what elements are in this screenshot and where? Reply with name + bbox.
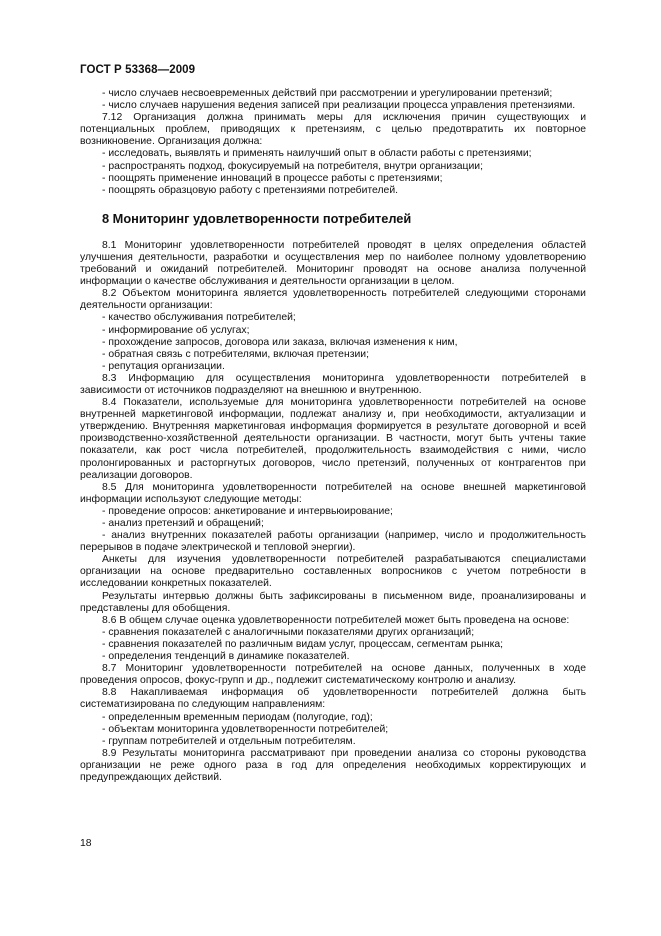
list-item: - число случаев несвоевременных действий при рассмотрении и урегулировании претензий; (102, 88, 553, 99)
list-item: - сравнения показателей по различным видам услуг, процессам, сегментам рынка; (102, 638, 504, 650)
list-item: - качество обслуживания потребителей; (102, 312, 296, 324)
list-item: - исследовать, выявлять и применять наилучший опыт в области работы с претензиями; (102, 148, 532, 160)
paragraph: 8.1 Мониторинг удовлетворенности потребителей проводят в целях определения областей улучшения деятельности, разработки и осуществления мер по наиболее полному удовлетворению требований и ожиданий потребителей. Мониторинг проводят на основе анализа полученной информации о качестве обслуживания и деятельности организации в целом. (80, 239, 586, 288)
paragraph: 7.12 Организация должна принимать меры для исключения причин существующих и потенциальных проблем, приводящих к претензиям, с целью предотвратить их повторное возникновение. Организация должна: (80, 112, 586, 148)
paragraph: Анкеты для изучения удовлетворенности потребителей разрабатываются специалистами организации на основе предварительно составленных вопросников с учетом потребности в исследовании конкретных показателей. (80, 554, 586, 590)
document-body (80, 88, 586, 784)
paragraph: 8.3 Информацию для осуществления мониторинга удовлетворенности потребителей в зависимости от источников подразделяют на внешнюю и внутреннюю. (80, 372, 586, 396)
list-item: - объектам мониторинга удовлетворенности потребителей; (102, 723, 389, 735)
section-heading: 8 Мониторинг удовлетворенности потребителей (102, 210, 412, 226)
document-header: ГОСТ Р 53368—2009 (80, 64, 196, 76)
paragraph: 8.4 Показатели, используемые для мониторинга удовлетворенности потребителей на основе внутренней маркетинговой информации, подлежат анализу и, при необходимости, актуализации и утверждению. Внутренняя маркетинговая информация формируется в результате договорной и всей производственно-хозяйственной деятельности организации. В частности, могут быть учтены такие показатели, как рост числа потребителей, продолжительность взаимодействия с ними, число пролонгированных и расторгнутых договоров, число претензий, полученных от контрагентов при реализации договоров. (80, 397, 586, 481)
paragraph: 8.6 В общем случае оценка удовлетворенности потребителей может быть проведена на основе: (102, 614, 570, 626)
list-item: - анализ претензий и обращений; (102, 518, 264, 529)
list-item: - прохождение запросов, договора или заказа, включая изменения к ним, (102, 336, 458, 348)
list-item: - поощрять применение инноваций в процессе работы с претензиями; (102, 172, 443, 184)
paragraph: 8.9 Результаты мониторинга рассматривают при проведении анализа со стороны руководства организации не реже одного раза в год для определения необходимых корректирующих и предупреждающих действий. (80, 747, 586, 783)
list-item: - распространять подход, фокусируемый на потребителя, внутри организации; (102, 160, 484, 172)
paragraph: 8.8 Накапливаемая информация об удовлетворенности потребителей должна быть систематизирована по следующим направлениям: (80, 687, 586, 711)
list-item: - число случаев нарушения ведения записей при реализации процесса управления претензиями. (102, 100, 576, 112)
list-item: - репутация организации. (102, 360, 225, 372)
list-item: - информирование об услугах; (102, 324, 250, 336)
paragraph: 8.7 Мониторинг удовлетворенности потребителей на основе данных, полученных в ходе проведения опросов, фокус-групп и др., подлежит систематическому контролю и анализу. (80, 663, 586, 687)
paragraph: 8.5 Для мониторинга удовлетворенности потребителей на основе внешней маркетинговой информации используют следующие методы: (80, 481, 586, 505)
list-item: - обратная связь с потребителями, включая претензии; (102, 348, 369, 360)
list-item: - поощрять образцовую работу с претензиями потребителей. (102, 184, 399, 196)
list-item: - определенным временным периодам (полугодие, год); (102, 711, 373, 723)
list-item: - проведение опросов: анкетирование и интервьюирование; (102, 505, 393, 517)
list-item: - определения тенденций в динамике показателей. (102, 651, 350, 663)
page-number: 18 (80, 838, 92, 849)
paragraph: - анализ внутренних показателей работы организации (например, число и продолжительность перерывов в подаче электрической и тепловой энергии). (80, 530, 586, 554)
paragraph: 8.2 Объектом мониторинга является удовлетворенность потребителей следующими сторонами деятельности организации: (80, 288, 586, 312)
list-item: - сравнения показателей с аналогичными показателями других организаций; (102, 626, 475, 638)
paragraph: Результаты интервью должны быть зафиксированы в письменном виде, проанализированы и представлены для обобщения. (80, 590, 586, 614)
list-item: - группам потребителей и отдельным потребителям. (102, 735, 356, 747)
